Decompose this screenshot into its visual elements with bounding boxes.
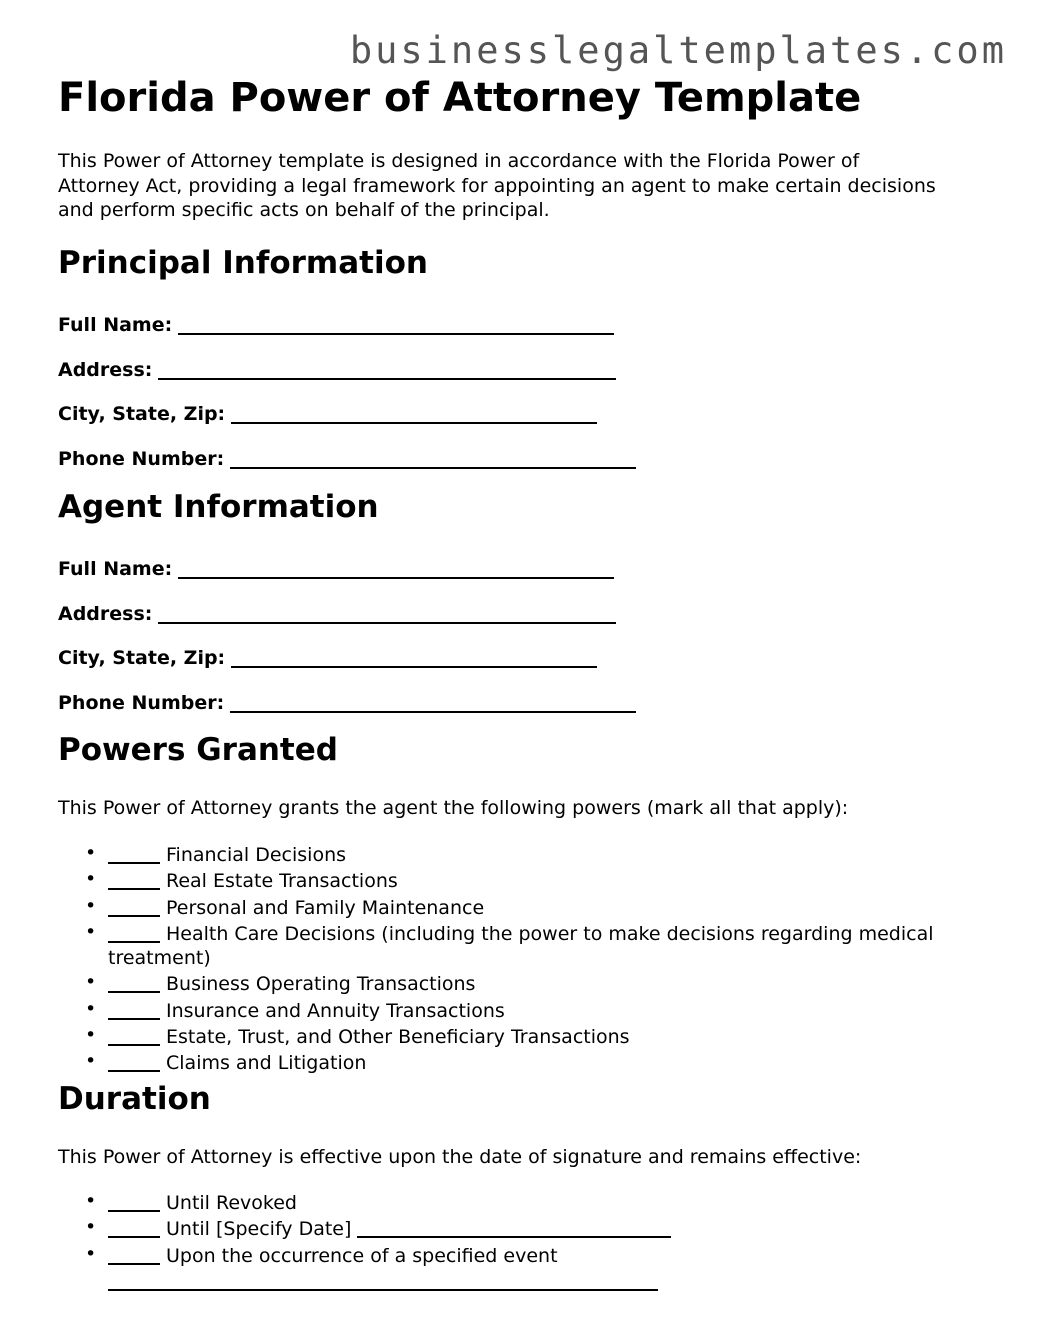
- list-item[interactable]: [58, 997, 958, 1023]
- power-label: Real Estate Transactions: [166, 870, 398, 893]
- agent-address-line[interactable]: [158, 602, 616, 624]
- agent-address-field[interactable]: [58, 598, 616, 626]
- list-item[interactable]: [58, 1049, 958, 1075]
- principal-address-line[interactable]: [158, 358, 616, 380]
- agent-full-name-label: Full Name:: [58, 558, 173, 580]
- agent-phone-label: Phone Number:: [58, 692, 225, 714]
- powers-heading: Powers Granted: [58, 732, 338, 768]
- duration-intro: This Power of Attorney is effective upon the date of signature and remains effective:: [58, 1146, 862, 1168]
- checkbox-blank[interactable]: [108, 1026, 160, 1046]
- principal-address-field[interactable]: [58, 354, 616, 382]
- principal-phone-line[interactable]: [230, 447, 636, 469]
- checkbox-blank[interactable]: [108, 1245, 160, 1265]
- specify-date-line[interactable]: [357, 1218, 671, 1238]
- duration-label: Upon the occurrence of a specified event: [166, 1244, 558, 1267]
- principal-phone-field[interactable]: [58, 443, 636, 471]
- checkbox-blank[interactable]: [108, 1192, 160, 1212]
- list-item[interactable]: [58, 970, 958, 996]
- power-label: Insurance and Annuity Transactions: [166, 999, 505, 1022]
- agent-full-name-line[interactable]: [178, 557, 614, 579]
- agent-city-state-zip-label: City, State, Zip:: [58, 647, 226, 669]
- intro-paragraph: This Power of Attorney template is designed in accordance with the Florida Power of Attorney Act, providing a legal framework for appointing an agent to make certain decisions and perform specific acts on behalf of the principal.: [58, 150, 936, 221]
- power-label: Claims and Litigation: [166, 1052, 367, 1075]
- agent-heading: Agent Information: [58, 489, 379, 525]
- checkbox-blank[interactable]: [108, 1000, 160, 1020]
- principal-full-name-line[interactable]: [178, 313, 614, 335]
- list-item[interactable]: [58, 1215, 958, 1241]
- power-label: Health Care Decisions (including the power to make decisions regarding medical treatment): [108, 922, 934, 970]
- list-item[interactable]: [58, 867, 958, 893]
- agent-phone-field[interactable]: [58, 687, 636, 715]
- principal-phone-label: Phone Number:: [58, 448, 225, 470]
- principal-city-state-zip-line[interactable]: [231, 402, 597, 424]
- checkbox-blank[interactable]: [108, 1052, 160, 1072]
- list-item[interactable]: [58, 1242, 958, 1295]
- principal-full-name-field[interactable]: [58, 309, 614, 337]
- principal-address-label: Address:: [58, 359, 153, 381]
- checkbox-blank[interactable]: [108, 923, 160, 943]
- power-label: Business Operating Transactions: [166, 973, 476, 996]
- powers-list: [58, 841, 958, 1076]
- agent-address-label: Address:: [58, 603, 153, 625]
- list-item[interactable]: [58, 1189, 958, 1215]
- agent-city-state-zip-line[interactable]: [231, 646, 597, 668]
- list-item[interactable]: [58, 920, 958, 971]
- list-item[interactable]: [58, 841, 958, 867]
- list-item[interactable]: [58, 1023, 958, 1049]
- power-label: Financial Decisions: [166, 844, 347, 866]
- principal-city-state-zip-label: City, State, Zip:: [58, 403, 226, 425]
- duration-list: [58, 1189, 958, 1294]
- specified-event-line[interactable]: [108, 1271, 658, 1291]
- power-label: Estate, Trust, and Other Beneficiary Transactions: [166, 1026, 630, 1049]
- agent-phone-line[interactable]: [230, 691, 636, 713]
- principal-full-name-label: Full Name:: [58, 314, 173, 336]
- list-item[interactable]: [58, 894, 958, 920]
- checkbox-blank[interactable]: [108, 973, 160, 993]
- checkbox-blank[interactable]: [108, 1218, 160, 1238]
- powers-intro: This Power of Attorney grants the agent the following powers (mark all that apply):: [58, 797, 849, 819]
- agent-full-name-field[interactable]: [58, 553, 614, 581]
- power-label: Personal and Family Maintenance: [166, 896, 485, 919]
- checkbox-blank[interactable]: [108, 844, 160, 864]
- principal-heading: Principal Information: [58, 245, 428, 281]
- checkbox-blank[interactable]: [108, 897, 160, 917]
- duration-heading: Duration: [58, 1081, 211, 1117]
- site-watermark: businesslegaltemplates.com: [349, 29, 1007, 72]
- agent-city-state-zip-field[interactable]: [58, 642, 597, 670]
- principal-city-state-zip-field[interactable]: [58, 398, 597, 426]
- duration-label: Until [Specify Date]: [166, 1218, 352, 1241]
- checkbox-blank[interactable]: [108, 870, 160, 890]
- page-title: Florida Power of Attorney Template: [58, 75, 862, 121]
- duration-label: Until Revoked: [166, 1192, 297, 1214]
